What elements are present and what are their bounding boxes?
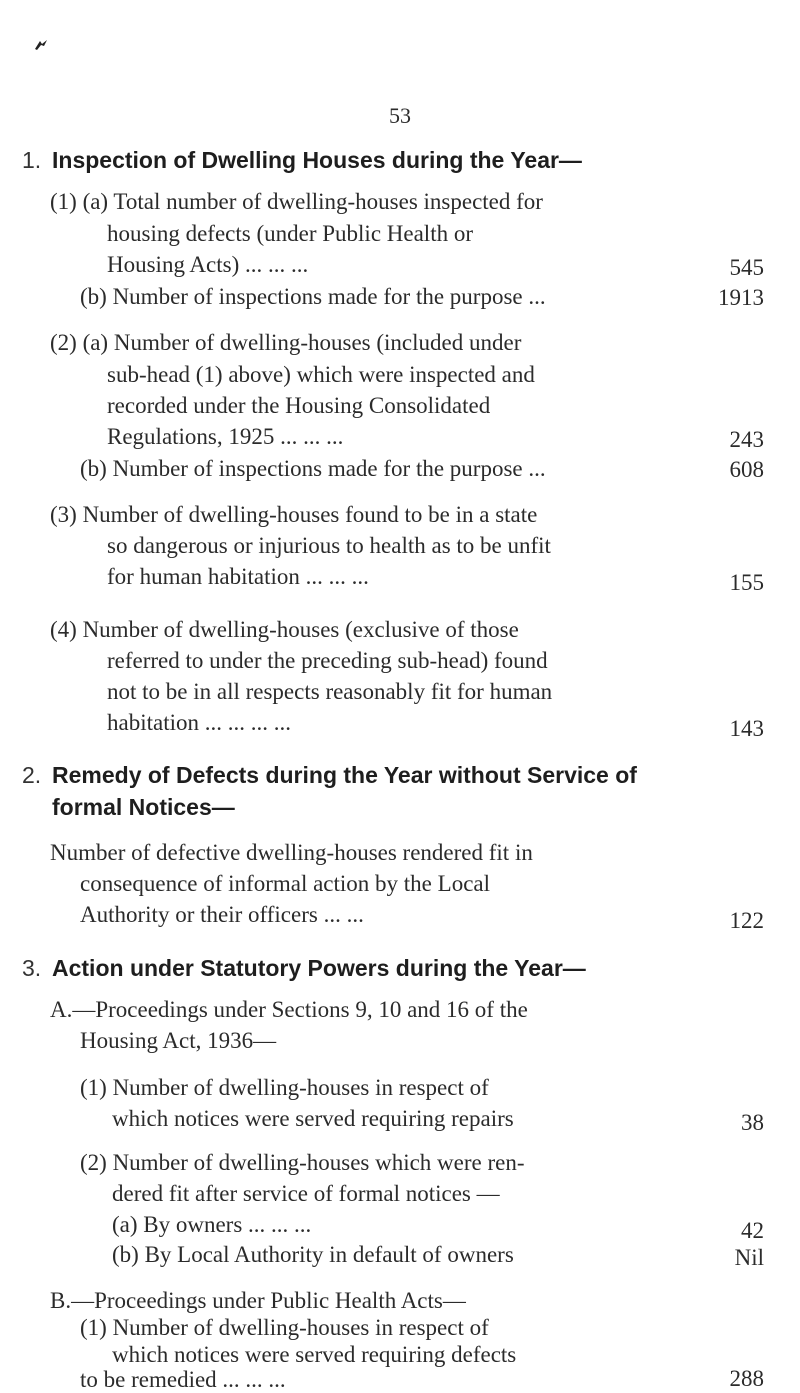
item-line: consequence of informal action by the Local bbox=[80, 871, 491, 896]
item-line: recorded under the Housing Consolidated bbox=[107, 393, 491, 418]
section-2-number: 2. bbox=[22, 762, 42, 788]
item-line: Regulations, 1925 ... ... ... bbox=[107, 424, 344, 449]
item-line: (1) (a) Total number of dwelling-houses inspected for bbox=[50, 189, 543, 214]
item-value: 155 bbox=[729, 570, 764, 595]
item-value: 608 bbox=[729, 457, 764, 482]
item-value: Nil bbox=[734, 1245, 764, 1270]
item-line: which notices were served requiring defects bbox=[112, 1342, 517, 1367]
item-line: (2) Number of dwelling-houses which were ren- bbox=[80, 1150, 525, 1175]
item-line: (2) (a) Number of dwelling-houses (included under bbox=[50, 330, 522, 355]
section-1-number: 1. bbox=[22, 147, 42, 173]
item-line: for human habitation ... ... ... bbox=[107, 564, 369, 589]
item-line: (4) Number of dwelling-houses (exclusive of those bbox=[50, 617, 519, 642]
item-value: 38 bbox=[741, 1110, 764, 1135]
section-1-heading: Inspection of Dwelling Houses during the Year— bbox=[52, 147, 582, 173]
item-line: (3) Number of dwelling-houses found to be in a state bbox=[50, 502, 538, 527]
subsection-intro: Housing Act, 1936— bbox=[80, 1028, 277, 1053]
printer-mark-icon bbox=[34, 38, 48, 50]
item-line: Number of defective dwelling-houses rendered fit in bbox=[50, 840, 533, 865]
item-line: referred to under the preceding sub-head) found bbox=[107, 648, 548, 673]
item-line: (b) By Local Authority in default of owners bbox=[112, 1242, 514, 1267]
page-number: 53 bbox=[389, 103, 411, 128]
section-3-heading: Action under Statutory Powers during the Year— bbox=[52, 955, 586, 981]
section-2-heading: Remedy of Defects during the Year without Service of bbox=[52, 762, 637, 788]
item-line: habitation ... ... ... ... bbox=[107, 710, 291, 735]
subsection-intro: B.—Proceedings under Public Health Acts— bbox=[50, 1288, 466, 1313]
item-value: 288 bbox=[729, 1366, 764, 1391]
subsection-intro: A.—Proceedings under Sections 9, 10 and 16 of the bbox=[50, 997, 528, 1022]
item-value: 1913 bbox=[718, 285, 764, 310]
item-line: Housing Acts) ... ... ... bbox=[107, 252, 309, 277]
item-line: Authority or their officers ... ... bbox=[80, 902, 364, 927]
item-line: (b) Number of inspections made for the purpose ... bbox=[80, 456, 546, 481]
item-line: to be remedied ... ... ... bbox=[80, 1367, 286, 1392]
item-value: 545 bbox=[729, 255, 764, 280]
item-value: 42 bbox=[741, 1218, 764, 1243]
item-line: (1) Number of dwelling-houses in respect of bbox=[80, 1075, 489, 1100]
section-3-number: 3. bbox=[22, 955, 42, 981]
item-line: (a) By owners ... ... ... bbox=[112, 1212, 312, 1237]
item-line: which notices were served requiring repairs bbox=[112, 1106, 514, 1131]
item-value: 122 bbox=[729, 908, 764, 933]
item-line: not to be in all respects reasonably fit for human bbox=[107, 679, 553, 704]
item-value: 243 bbox=[729, 427, 764, 452]
item-line: so dangerous or injurious to health as to be unfit bbox=[107, 533, 551, 558]
section-2-heading-cont: formal Notices— bbox=[52, 794, 235, 820]
item-line: sub-head (1) above) which were inspected and bbox=[107, 362, 535, 387]
item-value: 143 bbox=[729, 716, 764, 741]
item-line: dered fit after service of formal notices — bbox=[112, 1181, 500, 1206]
item-line: (1) Number of dwelling-houses in respect of bbox=[80, 1315, 489, 1340]
item-line: housing defects (under Public Health or bbox=[107, 221, 473, 246]
item-line: (b) Number of inspections made for the purpose ... bbox=[80, 284, 546, 309]
